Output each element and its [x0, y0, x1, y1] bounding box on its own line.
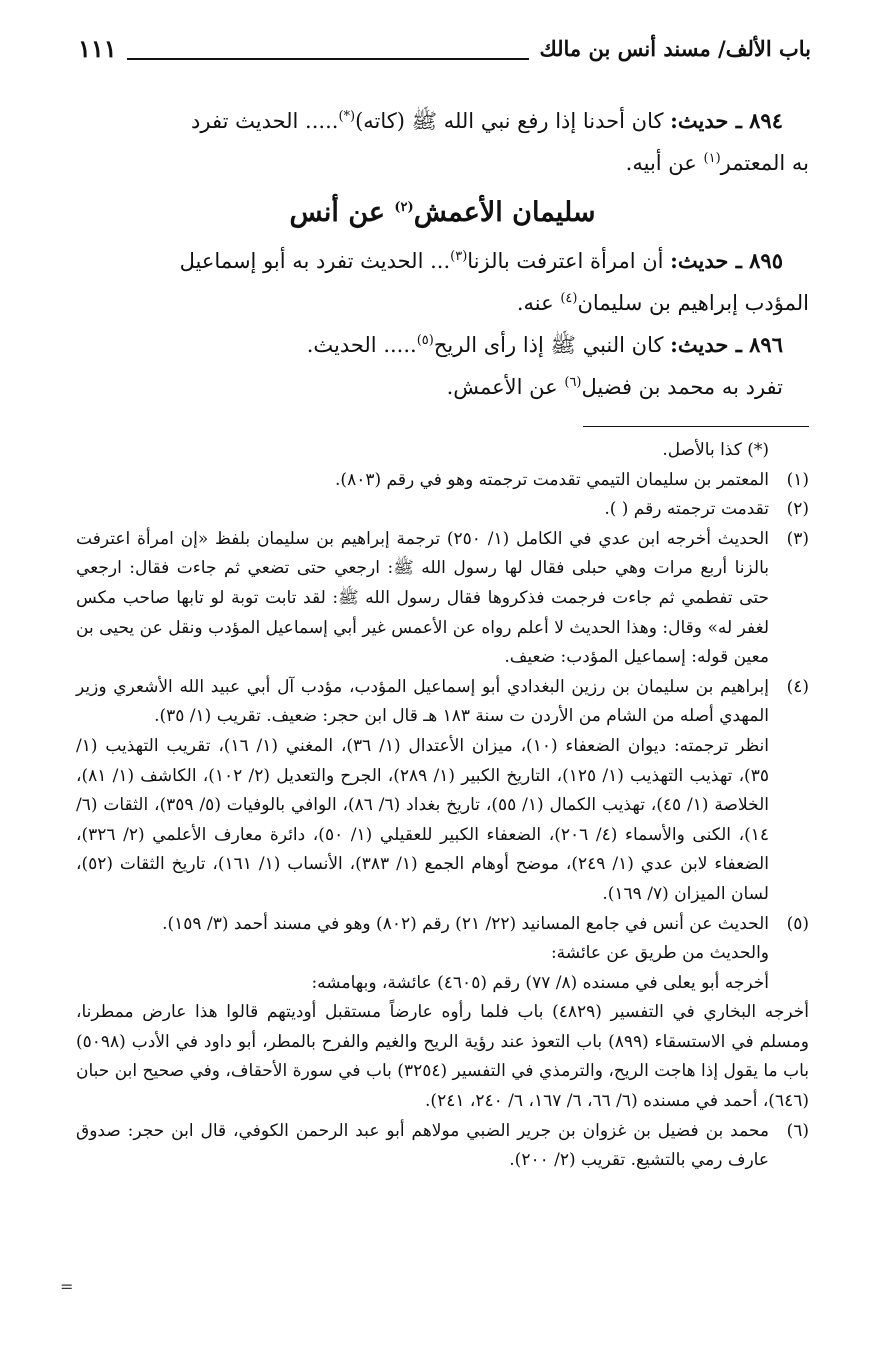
hadith-text: عن الأعمش.	[446, 375, 565, 399]
footnote-number: (٣)	[786, 528, 809, 549]
footnote-number: (٦)	[786, 1120, 809, 1141]
running-title: باب الألف/ مسند أنس بن مالك	[539, 35, 811, 61]
hadith-text: ... الحديث تفرد به أبو إسماعيل	[179, 249, 451, 273]
section-title-text: عن أنس	[289, 197, 395, 228]
footnote-ref: (٢)	[394, 200, 414, 215]
hadith-label: ٨٩٦ ـ حديث:	[670, 332, 783, 357]
hadith-895-continued	[76, 282, 809, 324]
footnote-number: (٢)	[786, 499, 809, 520]
footnote-body	[76, 910, 769, 999]
hadith-text: المؤدب إبراهيم بن سليمان	[577, 291, 809, 315]
footnote-5	[76, 910, 809, 999]
footnote-number: (٥)	[786, 913, 809, 934]
footnote-ref: (٥)	[416, 333, 434, 348]
footnote-number: (٤)	[786, 676, 809, 697]
footnote-text: محمد بن فضيل بن غزوان بن جرير الضبي مولاهم أبو عبد الرحمن الكوفي، قال ابن حجر: صدوق عارف رمي بالتشيع. تقريب (٢/ ٢٠٠).	[76, 1120, 769, 1171]
hadith-text: كان أحدنا إذا رفع نبي الله ﷺ (كاته)	[355, 109, 671, 133]
footnote-ref: (١)	[703, 151, 721, 166]
hadith-label: ٨٩٤ ـ حديث:	[670, 108, 783, 133]
footnote-paragraph: أخرجه أبو يعلى في مسنده (٨/ ٧٧) رقم (٤٦٠٥) عائشة، وبهامشه:	[311, 972, 769, 993]
footnote-ref: (٤)	[560, 291, 578, 306]
hadith-text: ..... الحديث.	[306, 333, 417, 357]
footnote-ref: (*)	[338, 109, 356, 124]
hadith-894	[76, 100, 809, 142]
page-header	[78, 28, 811, 68]
footnote-3	[76, 525, 809, 673]
footnote-body	[76, 673, 769, 910]
hadith-text: أن امرأة اعترفت بالزنا	[467, 249, 671, 273]
hadith-895	[76, 240, 809, 282]
footnote-separator	[583, 426, 809, 427]
footnote-text: المعتمر بن سليمان التيمي تقدمت ترجمته وهو في رقم (٨٠٣).	[335, 469, 769, 490]
footnote-paragraph: إبراهيم بن سليمان بن رزين البغدادي أبو إسماعيل المؤدب، مؤدب آل أبي عبيد الله الأشعري وزير المهدي أصله من الشام من الأردن ت سنة ١٨٣ هـ قال ابن حجر: ضعيف. تقريب (١/ ٣٥).	[76, 676, 769, 727]
footnote-paragraph: والحديث من طريق عن عائشة:	[550, 943, 769, 964]
hadith-896-continued	[76, 366, 783, 408]
hadith-text: ..... الحديث تفرد	[191, 109, 339, 133]
margin-mark: =	[60, 1277, 74, 1296]
footnote-star: (*) كذا بالأصل.	[662, 440, 769, 460]
footnotes	[76, 436, 809, 1176]
hadith-text: عن أبيه.	[625, 151, 704, 175]
footnote-text: الحديث أخرجه ابن عدي في الكامل (١/ ٢٥٠) ترجمة إبراهيم بن سليمان بلفظ «إن امرأة اعترفت بالزنا أربع مرات وهي حبلى فقال لها رسول الله ﷺ: ارجعي حتى تضعي ثم جاءت فقال: ارجعي حتى تفطمي ثم جاءت فرجمت فذكروها فقال رسول الله ﷺ: لقد تابت توبة لو تابها صاحب مكس لغفر له» وقال: وهذا الحديث لا أعلم رواه عن الأعمس غير أبي إسماعيل المؤدب ونقل عن يحيى بن معين قوله: إسماعيل المؤدب: ضعيف.	[76, 528, 770, 668]
hadith-text: تفرد به محمد بن فضيل	[581, 375, 783, 399]
hadith-label: ٨٩٥ ـ حديث:	[670, 248, 783, 273]
footnote-paragraph: أخرجه البخاري في التفسير (٤٨٢٩) باب فلما رأوه عارضاً مستقبل أوديتهم قالوا هذا عارض ممطرنا، ومسلم في الاستسقاء (٨٩٩) باب التعوذ عند رؤية الريح والغيم والفرح بالمطر، أبو داود في الأدب (٥٠٩٨) باب ما يقول إذا هاجت الريح، والترمذي في التفسير (٣٢٥٤) باب في سورة الأحقاف، وفي صحيح ابن حبان (٦٤٦)، أحمد في مسنده (٦/ ٦٦، ٦/ ١٦٧، ٦/ ٢٤٠، ٢٤١).	[76, 1002, 809, 1112]
header-rule	[127, 36, 530, 60]
footnote-1	[76, 466, 809, 496]
main-text	[76, 100, 809, 408]
page-number: ١١١	[78, 33, 117, 63]
hadith-text: كان النبي ﷺ إذا رأى الريح	[433, 333, 671, 357]
footnote-number: (١)	[786, 469, 809, 490]
hadith-894-continued	[76, 142, 809, 184]
section-title	[76, 186, 809, 240]
hadith-text: به المعتمر	[720, 151, 809, 175]
footnote-4	[76, 673, 809, 910]
footnote-paragraph: الحديث عن أنس في جامع المسانيد (٢٢/ ٢١) رقم (٨٠٢) وهو في مسند أحمد (٣/ ١٥٩).	[162, 913, 769, 934]
section-title-text: سليمان الأعمش	[413, 197, 596, 228]
hadith-text: عنه.	[516, 291, 561, 315]
footnote-paragraph: انظر ترجمته: ديوان الضعفاء (١٠)، ميزان الأعتدال (١/ ٣٦)، المغني (١/ ١٦)، تقريب التهذيب (١/ ٣٥)، تهذيب التهذيب (١/ ١٢٥)، التاريخ الكبير (١/ ٢٨٩)، الجرح والتعديل (٢/ ١٠٢)، الكاشف (١/ ٨١)، الخلاصة (١/ ٤٥)، تهذيب الكمال (١/ ٥٥)، تاريخ بغداد (٦/ ٨٦)، الوافي بالوفيات (٥/ ٣٥٩)، الثقات (٦/ ١٤)، الكنى والأسماء (٤/ ٢٠٦)، الضعفاء الكبير للعقيلي (١/ ٥٠)، دائرة معارف الأعلمي (٢/ ٣٢٦)، الضعفاء لابن عدي (١/ ٢٤٩)، موضح أوهام الجمع (١/ ٣٨٣)، الأنساب (١/ ١٦١)، تاريخ الثقات (٥٢)، لسان الميزان (٧/ ١٦٩).	[76, 735, 770, 904]
footnote-ref: (٦)	[564, 375, 582, 390]
footnote-2	[76, 495, 809, 525]
footnote-ref: (٣)	[450, 249, 468, 264]
footnote-6	[76, 1117, 809, 1176]
hadith-896	[76, 324, 809, 366]
footnote-text: تقدمت ترجمته رقم ( ).	[604, 499, 769, 520]
